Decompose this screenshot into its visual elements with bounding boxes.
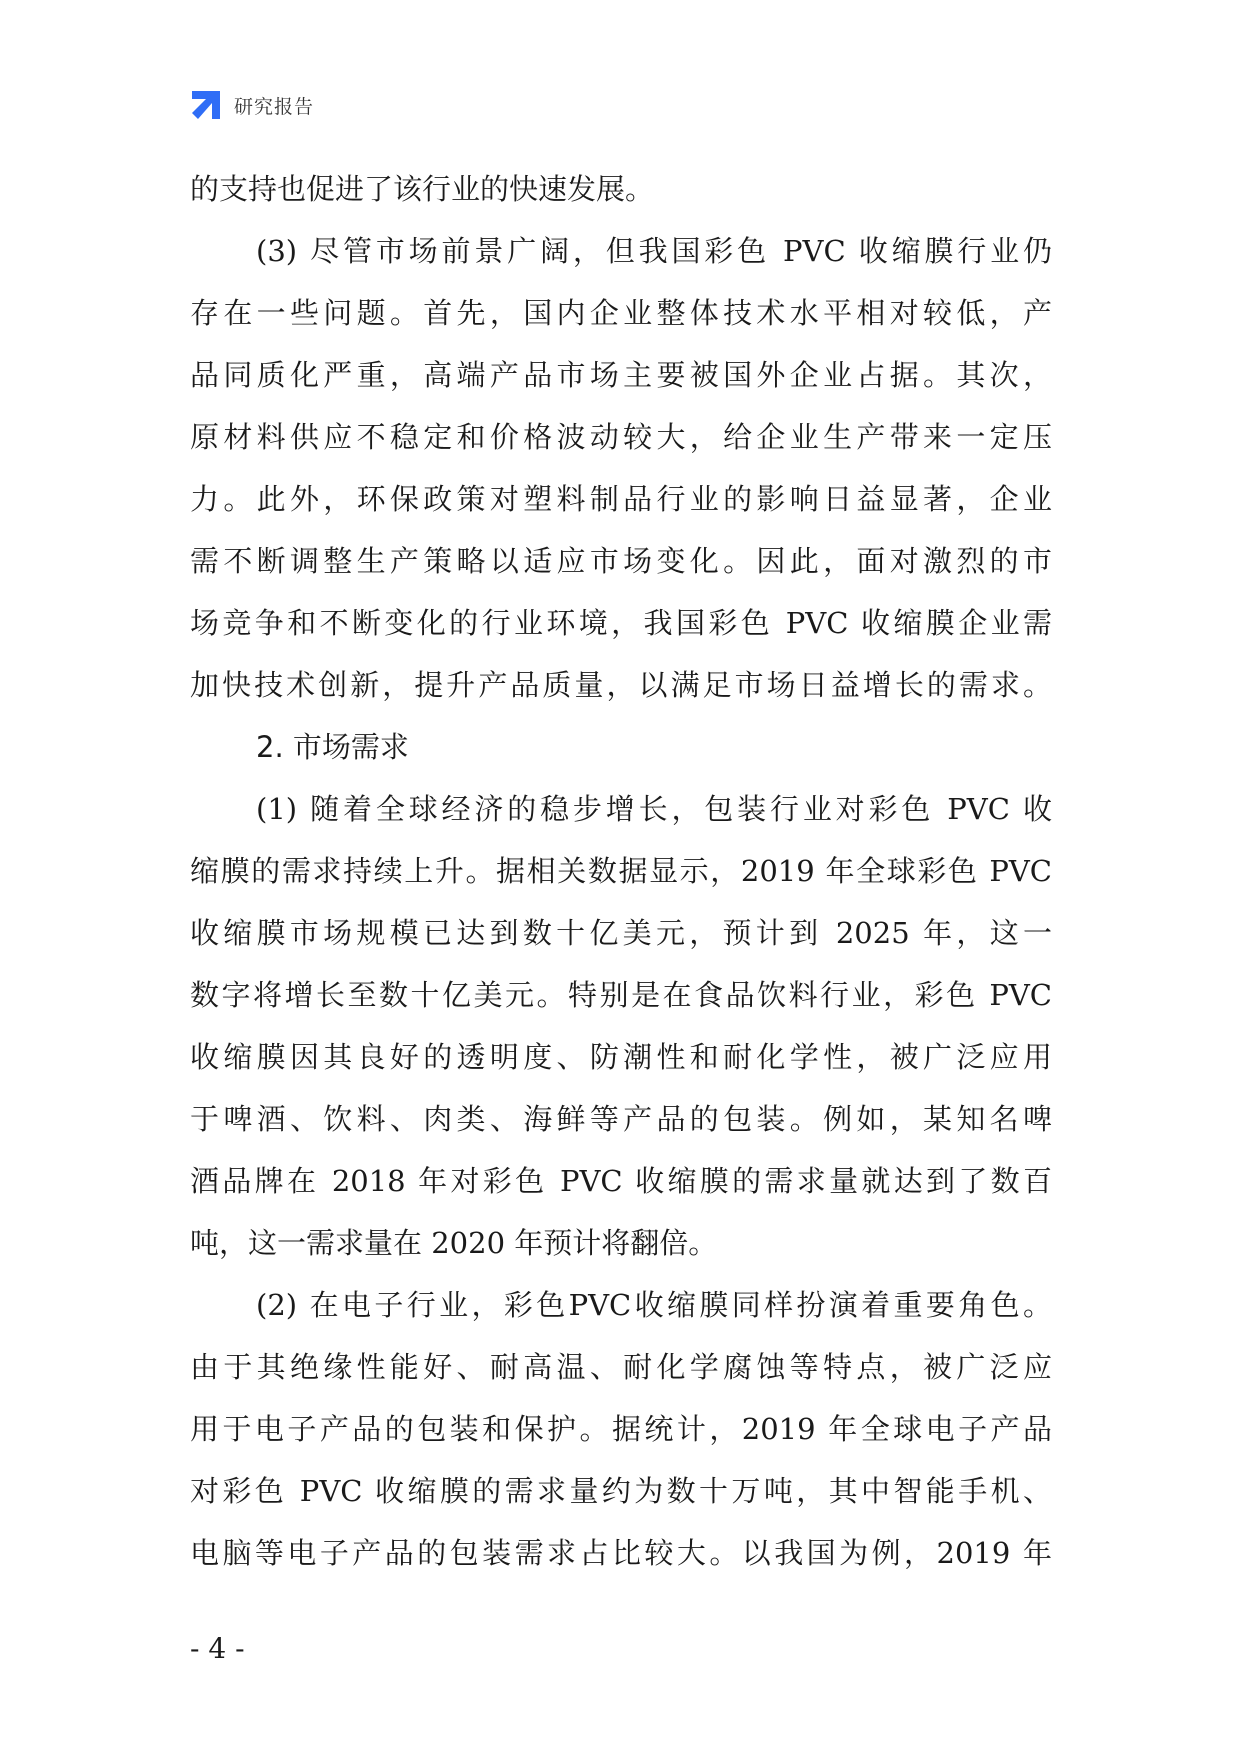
text-line-20: 由于其绝缘性能好、耐高温、耐化学腐蚀等特点，被广泛应 (190, 1350, 1052, 1384)
text-line-2: (3) 尽管市场前景广阔，但我国彩色 PVC 收缩膜行业仍 (256, 234, 1052, 268)
text-line-5: 原材料供应不稳定和价格波动较大，给企业生产带来一定压 (190, 420, 1052, 454)
arrow-logo-icon (190, 89, 222, 121)
text-line-17: 酒品牌在 2018 年对彩色 PVC 收缩膜的需求量就达到了数百 (190, 1164, 1052, 1198)
text-line-7: 需不断调整生产策略以适应市场变化。因此，面对激烈的市 (190, 544, 1052, 578)
text-line-23: 电脑等电子产品的包装需求占比较大。以我国为例，2019 年 (190, 1536, 1052, 1570)
text-line-21: 用于电子产品的包装和保护。据统计，2019 年全球电子产品 (190, 1412, 1052, 1446)
report-label: 研究报告 (234, 95, 315, 118)
text-line-15: 收缩膜因其良好的透明度、防潮性和耐化学性，被广泛应用 (190, 1040, 1052, 1074)
text-line-8: 场竞争和不断变化的行业环境，我国彩色 PVC 收缩膜企业需 (190, 606, 1052, 640)
text-line-9: 加快技术创新，提升产品质量，以满足市场日益增长的需求。 (190, 668, 1052, 702)
text-line-1: 的支持也促进了该行业的快速发展。 (190, 172, 655, 206)
page-header (190, 88, 314, 122)
document-body (190, 158, 1052, 1584)
text-line-3: 存在一些问题。首先，国内企业整体技术水平相对较低，产 (190, 296, 1052, 330)
page-number: - 4 - (190, 1632, 245, 1665)
text-line-6: 力。此外，环保政策对塑料制品行业的影响日益显著，企业 (190, 482, 1052, 516)
section-heading: 2. 市场需求 (256, 730, 409, 764)
text-line-16: 于啤酒、饮料、肉类、海鲜等产品的包装。例如，某知名啤 (190, 1102, 1052, 1136)
text-line-18: 吨，这一需求量在 2020 年预计将翻倍。 (190, 1226, 718, 1260)
text-line-12: 缩膜的需求持续上升。据相关数据显示，2019 年全球彩色 PVC (190, 854, 1052, 888)
text-line-13: 收缩膜市场规模已达到数十亿美元，预计到 2025 年，这一 (190, 916, 1052, 950)
text-line-22: 对彩色 PVC 收缩膜的需求量约为数十万吨，其中智能手机、 (190, 1474, 1052, 1508)
text-line-4: 品同质化严重，高端产品市场主要被国外企业占据。其次， (190, 358, 1052, 392)
text-line-19: (2) 在电子行业，彩色PVC收缩膜同样扮演着重要角色。 (256, 1288, 1052, 1322)
text-line-11: (1) 随着全球经济的稳步增长，包装行业对彩色 PVC 收 (256, 792, 1052, 826)
text-line-14: 数字将增长至数十亿美元。特别是在食品饮料行业，彩色 PVC (190, 978, 1052, 1012)
